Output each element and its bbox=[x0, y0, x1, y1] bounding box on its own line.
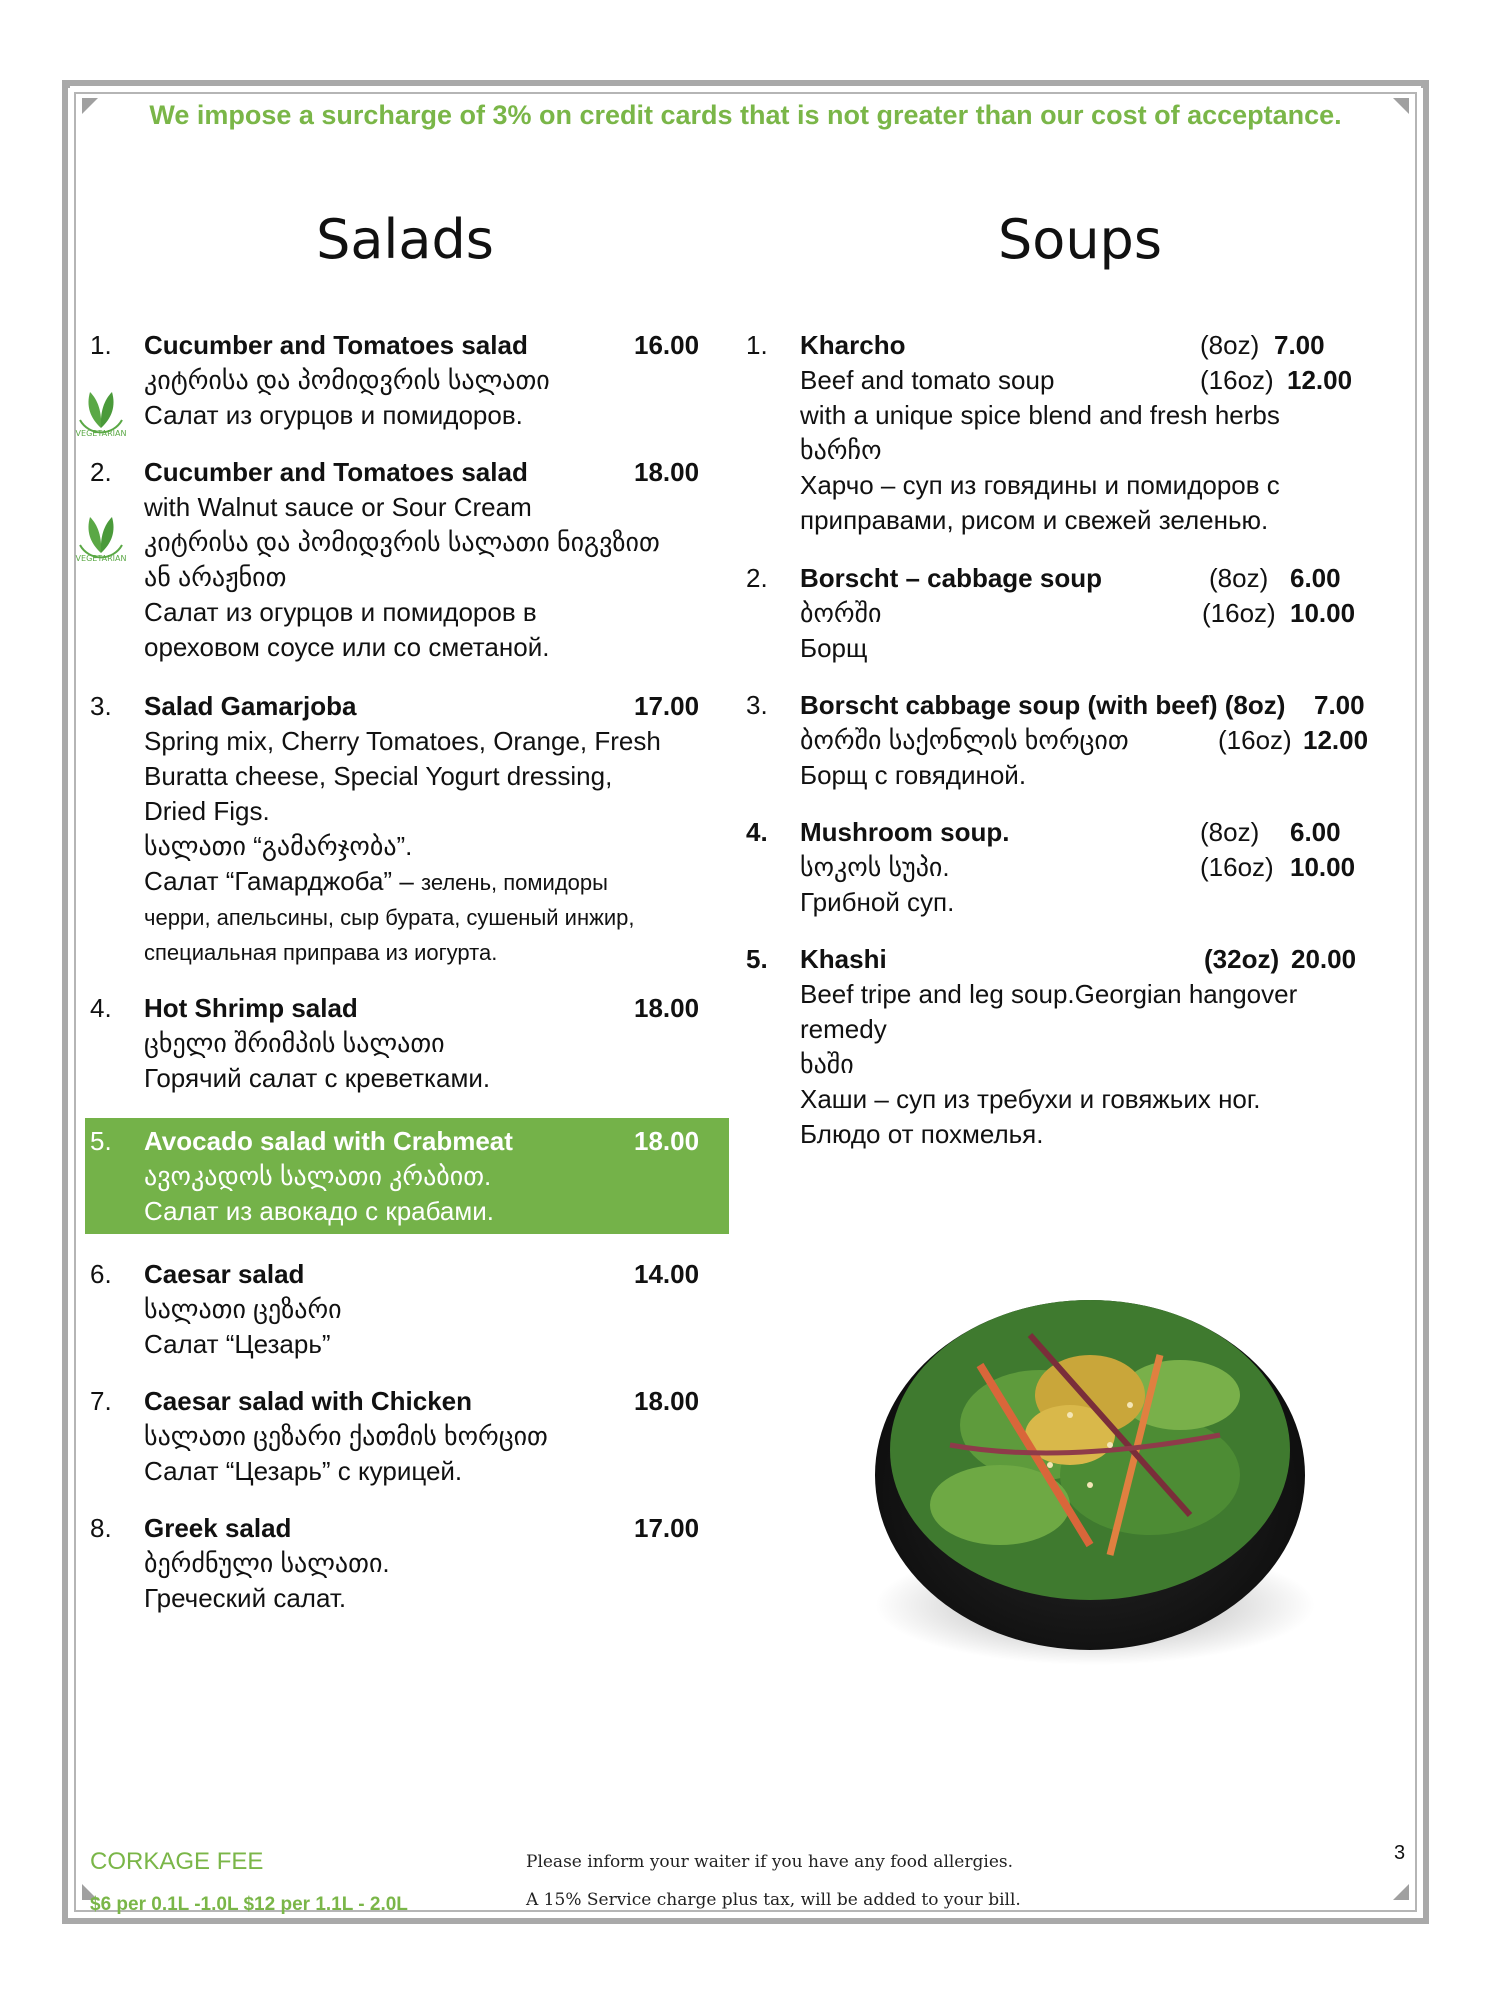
price: 12.00 bbox=[1287, 365, 1353, 395]
price: 10.00 bbox=[1290, 852, 1356, 882]
svg-text:VEGETARIAN: VEGETARIAN bbox=[75, 554, 127, 563]
price: 18.00 bbox=[634, 993, 700, 1023]
vegetarian-badge-icon bbox=[70, 378, 132, 440]
price: 16.00 bbox=[634, 330, 700, 360]
corkage-fee-title: CORKAGE FEE bbox=[90, 1848, 264, 1875]
price: 6.00 bbox=[1290, 817, 1341, 847]
corner-ornament bbox=[1393, 1884, 1409, 1900]
service-charge-notice: A 15% Service charge plus tax, will be added to your bill. bbox=[526, 1890, 1021, 1910]
frame-tick bbox=[1421, 80, 1429, 88]
price: 18.00 bbox=[634, 457, 700, 487]
price: 20.00 bbox=[1291, 944, 1357, 974]
price: 17.00 bbox=[634, 1513, 700, 1543]
price: 18.00 bbox=[634, 1126, 700, 1156]
price: 7.00 bbox=[1274, 330, 1325, 360]
price: 14.00 bbox=[634, 1259, 700, 1289]
price: 7.00 bbox=[1314, 690, 1365, 720]
price: 12.00 bbox=[1303, 725, 1369, 755]
svg-text:VEGETARIAN: VEGETARIAN bbox=[75, 429, 127, 438]
price: 18.00 bbox=[634, 1386, 700, 1416]
allergy-notice: Please inform your waiter if you have any food allergies. bbox=[526, 1852, 1014, 1872]
vegetarian-badge-icon bbox=[70, 503, 132, 565]
price: 17.00 bbox=[634, 691, 700, 721]
page-number: 3 bbox=[1394, 1842, 1406, 1864]
frame-tick bbox=[62, 80, 70, 88]
corkage-fee-prices: $6 per 0.1L -1.0L $12 per 1.1L - 2.0L bbox=[90, 1894, 408, 1915]
surcharge-notice: We impose a surcharge of 3% on credit cards that is not greater than our cost of acceptance. bbox=[149, 100, 1342, 130]
salad-bowl-photo bbox=[860, 1245, 1320, 1675]
salads-title: Salads bbox=[316, 208, 494, 271]
soups-title: Soups bbox=[998, 208, 1162, 271]
price: 10.00 bbox=[1290, 598, 1356, 628]
price: 6.00 bbox=[1290, 563, 1341, 593]
